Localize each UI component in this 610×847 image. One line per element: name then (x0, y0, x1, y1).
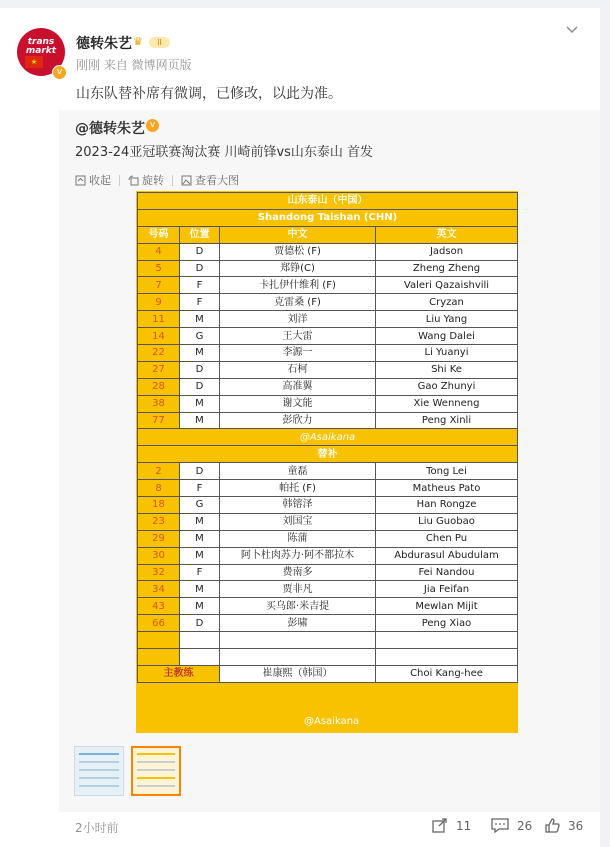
player-position: D (180, 615, 220, 632)
thumb-line (79, 761, 119, 763)
player-name-en: Liu Guobao (376, 513, 518, 530)
avatar-logo: trans markt (25, 37, 57, 56)
verified-badge-icon: v (52, 65, 67, 80)
player-number: 5 (138, 260, 180, 277)
player-number: 32 (138, 564, 180, 581)
player-name-en: Cryzan (376, 294, 518, 311)
crown-icon: ♛ (133, 35, 143, 48)
thumb-line (79, 753, 119, 755)
image-icon (181, 175, 192, 186)
sub-row (138, 598, 518, 615)
player-name-cn: 彭啸 (220, 615, 376, 632)
player-position: M (180, 581, 220, 598)
starter-row (138, 378, 518, 395)
rotate-button[interactable] (128, 172, 164, 188)
player-position: M (180, 598, 220, 615)
player-name-cn: 费南多 (220, 564, 376, 581)
player-number: 9 (138, 294, 180, 311)
starter-row (138, 294, 518, 311)
player-number: 29 (138, 530, 180, 547)
thumb-line (79, 769, 119, 771)
starter-row (138, 277, 518, 294)
player-name-en: Valeri Qazaishvili (376, 277, 518, 294)
coach-row (138, 665, 518, 682)
player-name-cn: 高准翼 (220, 378, 376, 395)
player-number: 66 (138, 615, 180, 632)
thumb-line (79, 777, 119, 779)
player-name-en: Liu Yang (376, 311, 518, 328)
quoted-username[interactable]: @德转朱艺 (75, 121, 145, 137)
player-name-en: Mewlan Mijit (376, 598, 518, 615)
player-name-cn: 彭欣力 (220, 412, 376, 429)
username[interactable]: 德转朱艺 (76, 36, 132, 52)
lineup-image[interactable] (136, 191, 518, 733)
player-name-en: Chen Pu (376, 530, 518, 547)
sub-row (138, 497, 518, 514)
coach-name-cn: 崔康熙（韩国） (220, 665, 376, 682)
player-name-en: Wang Dalei (376, 328, 518, 345)
starter-row (138, 361, 518, 378)
player-position: G (180, 328, 220, 345)
player-number: 34 (138, 581, 180, 598)
thumb-line (137, 777, 175, 779)
player-name-cn: 贾德松 (F) (220, 243, 376, 260)
starter-row (138, 311, 518, 328)
empty-cell (220, 649, 376, 666)
starter-row (138, 243, 518, 260)
thumb-line (137, 785, 175, 787)
sub-row (138, 581, 518, 598)
roster-title-cn: 山东泰山（中国） (138, 193, 518, 210)
player-position: M (180, 547, 220, 564)
rotate-label: 旋转 (142, 174, 164, 187)
level-badge: II (149, 37, 170, 48)
column-header: 位置 (180, 226, 220, 243)
sub-row (138, 530, 518, 547)
empty-cell (376, 632, 518, 649)
starter-row (138, 260, 518, 277)
view-large-label: 查看大图 (195, 174, 239, 187)
sub-row (138, 463, 518, 480)
player-number: 43 (138, 598, 180, 615)
column-header: 号码 (138, 226, 180, 243)
player-name-en: Li Yuanyi (376, 345, 518, 362)
player-name-en: Gao Zhunyi (376, 378, 518, 395)
player-name-cn: 王大雷 (220, 328, 376, 345)
repost-button[interactable] (432, 818, 471, 833)
quoted-text: 2023-24亚冠联赛淘汰赛 川崎前锋vs山东泰山 首发 (75, 145, 374, 160)
player-name-cn: 陈蒲 (220, 530, 376, 547)
sub-row (138, 615, 518, 632)
table-watermark: @Asaikana (138, 429, 518, 446)
empty-cell (180, 632, 220, 649)
player-name-cn: 李源一 (220, 345, 376, 362)
player-name-en: Jia Feifan (376, 581, 518, 598)
divider (119, 175, 120, 186)
player-name-cn: 帕托 (F) (220, 480, 376, 497)
view-large-button[interactable] (181, 172, 239, 188)
thumb-line (137, 753, 175, 755)
post-text: 山东队替补席有微调，已修改，以此为准。 (76, 86, 342, 102)
thumb-line (79, 785, 119, 787)
player-position: D (180, 361, 220, 378)
sub-row (138, 480, 518, 497)
column-header: 英文 (376, 226, 518, 243)
player-position: M (180, 311, 220, 328)
china-flag-icon: ★ (25, 56, 43, 68)
player-name-cn: 买乌郎·米吉提 (220, 598, 376, 615)
player-name-cn: 刘洋 (220, 311, 376, 328)
player-number: 77 (138, 412, 180, 429)
player-position: D (180, 243, 220, 260)
player-name-en: Peng Xinli (376, 412, 518, 429)
player-name-en: Abdurasul Abudulam (376, 547, 518, 564)
repost-count: 11 (456, 818, 472, 833)
empty-cell (376, 649, 518, 666)
player-position: M (180, 345, 220, 362)
divider (172, 175, 173, 186)
player-number: 28 (138, 378, 180, 395)
comment-icon (491, 818, 509, 833)
player-position: M (180, 530, 220, 547)
player-name-cn: 韩镕泽 (220, 497, 376, 514)
player-name-en: Han Rongze (376, 497, 518, 514)
roster-title-row (138, 209, 518, 226)
subs-header-row (138, 446, 518, 463)
rotate-icon (128, 175, 139, 186)
player-name-cn: 卡扎伊什维利 (F) (220, 277, 376, 294)
player-position: D (180, 463, 220, 480)
empty-cell (220, 632, 376, 649)
player-number: 2 (138, 463, 180, 480)
collapse-button[interactable] (75, 172, 111, 188)
player-number: 22 (138, 345, 180, 362)
player-number: 8 (138, 480, 180, 497)
player-name-cn: 刘国宝 (220, 513, 376, 530)
player-position: F (180, 564, 220, 581)
player-position: F (180, 294, 220, 311)
player-position: F (180, 480, 220, 497)
player-position: D (180, 260, 220, 277)
image-toolbar (75, 172, 239, 188)
empty-cell (138, 632, 180, 649)
sub-row (138, 547, 518, 564)
like-count: 36 (568, 818, 584, 833)
collapse-label: 收起 (89, 174, 111, 187)
player-name-cn: 童磊 (220, 463, 376, 480)
player-name-en: Xie Wenneng (376, 395, 518, 412)
player-name-en: Matheus Pato (376, 480, 518, 497)
player-name-cn: 郑铮(C) (220, 260, 376, 277)
player-name-en: Fei Nandou (376, 564, 518, 581)
player-name-en: Peng Xiao (376, 615, 518, 632)
image-watermark: @Asaikana (304, 716, 360, 727)
player-name-en: Zheng Zheng (376, 260, 518, 277)
player-name-cn: 贾非凡 (220, 581, 376, 598)
thumb-line (137, 761, 175, 763)
thumbnail-1[interactable] (74, 746, 124, 796)
player-position: D (180, 378, 220, 395)
comment-button[interactable] (491, 818, 532, 833)
player-position: M (180, 395, 220, 412)
player-name-cn: 谢文能 (220, 395, 376, 412)
player-name-cn: 克雷桑 (F) (220, 294, 376, 311)
starter-row (138, 412, 518, 429)
player-position: M (180, 412, 220, 429)
collapse-icon (75, 175, 86, 186)
player-number: 7 (138, 277, 180, 294)
chevron-down-icon[interactable] (565, 24, 579, 36)
coach-name-en: Choi Kang-hee (376, 665, 518, 682)
player-number: 27 (138, 361, 180, 378)
player-name-cn: 石柯 (220, 361, 376, 378)
subs-label: 替补 (138, 446, 518, 463)
sub-row (138, 564, 518, 581)
thumb-line (137, 769, 175, 771)
column-header: 中文 (220, 226, 376, 243)
watermark-row (138, 429, 518, 446)
post-time: 2小时前 (75, 821, 119, 835)
player-number: 38 (138, 395, 180, 412)
roster-title-en: Shandong Taishan (CHN) (138, 209, 518, 226)
player-number: 18 (138, 497, 180, 514)
roster-title-row (138, 193, 518, 210)
comment-count: 26 (517, 818, 533, 833)
empty-row (138, 632, 518, 649)
player-name-en: Jadson (376, 243, 518, 260)
player-number: 4 (138, 243, 180, 260)
repost-icon (432, 818, 448, 833)
sub-row (138, 513, 518, 530)
lineup-table (137, 192, 518, 683)
player-position: F (180, 277, 220, 294)
empty-row (138, 649, 518, 666)
player-number: 11 (138, 311, 180, 328)
player-number: 14 (138, 328, 180, 345)
player-name-en: Shi Ke (376, 361, 518, 378)
player-name-cn: 阿卜杜肉苏力·阿不都拉木 (220, 547, 376, 564)
player-number: 30 (138, 547, 180, 564)
empty-cell (180, 649, 220, 666)
thumbnail-2[interactable] (131, 746, 181, 796)
starter-row (138, 345, 518, 362)
verified-badge-icon: v (146, 119, 159, 132)
player-number: 23 (138, 513, 180, 530)
post-meta: 刚刚 来自 微博网页版 (76, 58, 192, 72)
player-position: G (180, 497, 220, 514)
player-name-en: Tong Lei (376, 463, 518, 480)
starter-row (138, 328, 518, 345)
player-position: M (180, 513, 220, 530)
roster-header-row (138, 226, 518, 243)
coach-label: 主教练 (138, 665, 220, 682)
starter-row (138, 395, 518, 412)
empty-cell (138, 649, 180, 666)
like-button[interactable] (545, 818, 583, 833)
like-icon (545, 818, 560, 833)
